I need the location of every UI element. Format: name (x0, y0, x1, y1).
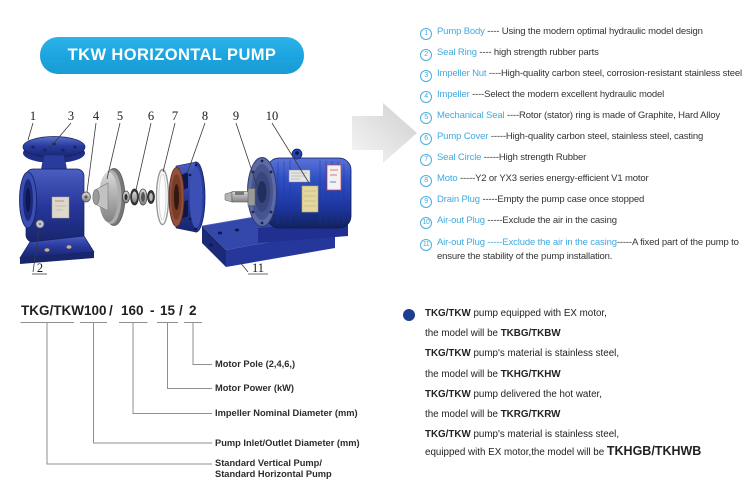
callout-6: 6 (147, 109, 155, 123)
item-number-badge: 1 (420, 28, 432, 40)
model-label-standard-vertical: Standard Vertical Pump/ (215, 458, 322, 468)
item-number-badge: 4 (420, 91, 432, 103)
title-banner (40, 37, 304, 74)
callout-11: 11 (251, 261, 265, 275)
seal-circle-illustration (157, 170, 169, 225)
list-item: 10 Air-out Plug -----Exclude the air in the casing (420, 215, 754, 236)
item-number-badge: 3 (420, 70, 432, 82)
list-item: 11 Air-out Plug -----Exclude the air in the casing-----A fixed part of the pump to ensure the stability of the pump installation. (420, 237, 754, 262)
callout-5: 5 (116, 109, 124, 123)
model-label-motor-pole: Motor Pole (2,4,6,) (215, 359, 296, 369)
callout-4: 4 (92, 109, 100, 123)
model-label-standard-horizontal: Standard Horizontal Pump (215, 469, 332, 479)
mechanical-seal-illustration (123, 189, 155, 205)
model-code-segment: / (109, 303, 113, 318)
item-number-badge: 6 (420, 133, 432, 145)
item-number-badge: 8 (420, 175, 432, 187)
list-item: 8 Moto -----Y2 or YX3 series energy-efficient V1 motor (420, 173, 754, 194)
item-number-badge: 11 (420, 239, 432, 251)
model-code-segment: 160 (121, 303, 144, 318)
item-number-badge: 2 (420, 49, 432, 61)
model-label-motor-power: Motor Power (kW) (215, 383, 295, 393)
variant-line: TKG/TKW pump's material is stainless steel, (425, 348, 620, 360)
list-item: 9 Drain Plug -----Empty the pump case once stopped (420, 194, 754, 215)
model-label-impeller-diameter: Impeller Nominal Diameter (mm) (215, 408, 358, 418)
pump-cover-illustration (169, 162, 205, 232)
callout-1: 1 (29, 109, 37, 123)
callout-9: 9 (232, 109, 240, 123)
model-code-segment: / (179, 303, 183, 318)
callout-2: 2 (36, 261, 44, 275)
model-code-segment: TKG/TKW (21, 303, 84, 318)
model-code-segment: - (150, 303, 155, 318)
variants-block (425, 304, 755, 459)
parts-list (420, 26, 754, 262)
item-number-badge: 9 (420, 196, 432, 208)
bullet-circle-icon (403, 309, 415, 321)
variant-line: the model will be TKHG/TKHW (425, 368, 561, 380)
model-label-inlet-outlet: Pump Inlet/Outlet Diameter (mm) (215, 437, 360, 448)
list-item: 5 Mechanical Seal ----Rotor (stator) ring is made of Graphite, Hard Alloy (420, 110, 754, 131)
variant-line: the model will be TKRG/TKRW (425, 409, 561, 421)
item-number-badge: 5 (420, 112, 432, 124)
list-item: 4 Impeller ----Select the modern excellent hydraulic model (420, 89, 754, 110)
model-code-segment: 2 (189, 303, 197, 318)
right-block-arrow-icon (352, 103, 417, 163)
list-item: 7 Seal Circle -----High strength Rubber (420, 152, 754, 173)
variant-line: equipped with EX motor,the model will be TKHGB/TKHWB (425, 444, 702, 459)
list-item: 6 Pump Cover -----High-quality carbon steel, stainless steel, casting (420, 131, 754, 152)
impeller-nut-illustration (82, 192, 91, 202)
callout-8: 8 (201, 109, 209, 123)
list-item: 1 Pump Body ---- Using the modern optimal hydraulic model design (420, 26, 754, 47)
callout-10: 10 (265, 109, 279, 123)
item-number-badge: 10 (420, 217, 432, 229)
model-code-segment: 15 (160, 303, 176, 318)
impeller-illustration (93, 169, 125, 226)
callout-3: 3 (67, 109, 75, 123)
variant-line: the model will be TKBG/TKBW (425, 328, 561, 340)
page-title: TKW HORIZONTAL PUMP (67, 46, 277, 64)
model-code-segment: 100 (84, 303, 107, 318)
list-item: 3 Impeller Nut ----High-quality carbon steel, corrosion-resistant stainless steel (420, 68, 754, 89)
variant-line: TKG/TKW pump's material is stainless steel, (425, 429, 620, 441)
callout-7: 7 (171, 109, 179, 123)
motor-illustration (225, 149, 351, 228)
variant-line: TKG/TKW pump delivered the hot water, (425, 388, 602, 400)
list-item: 2 Seal Ring ---- high strength rubber parts (420, 47, 754, 68)
model-code-connector-lines (21, 323, 213, 465)
item-number-badge: 7 (420, 154, 432, 166)
variant-line: TKG/TKW pump equipped with EX motor, (425, 308, 607, 319)
